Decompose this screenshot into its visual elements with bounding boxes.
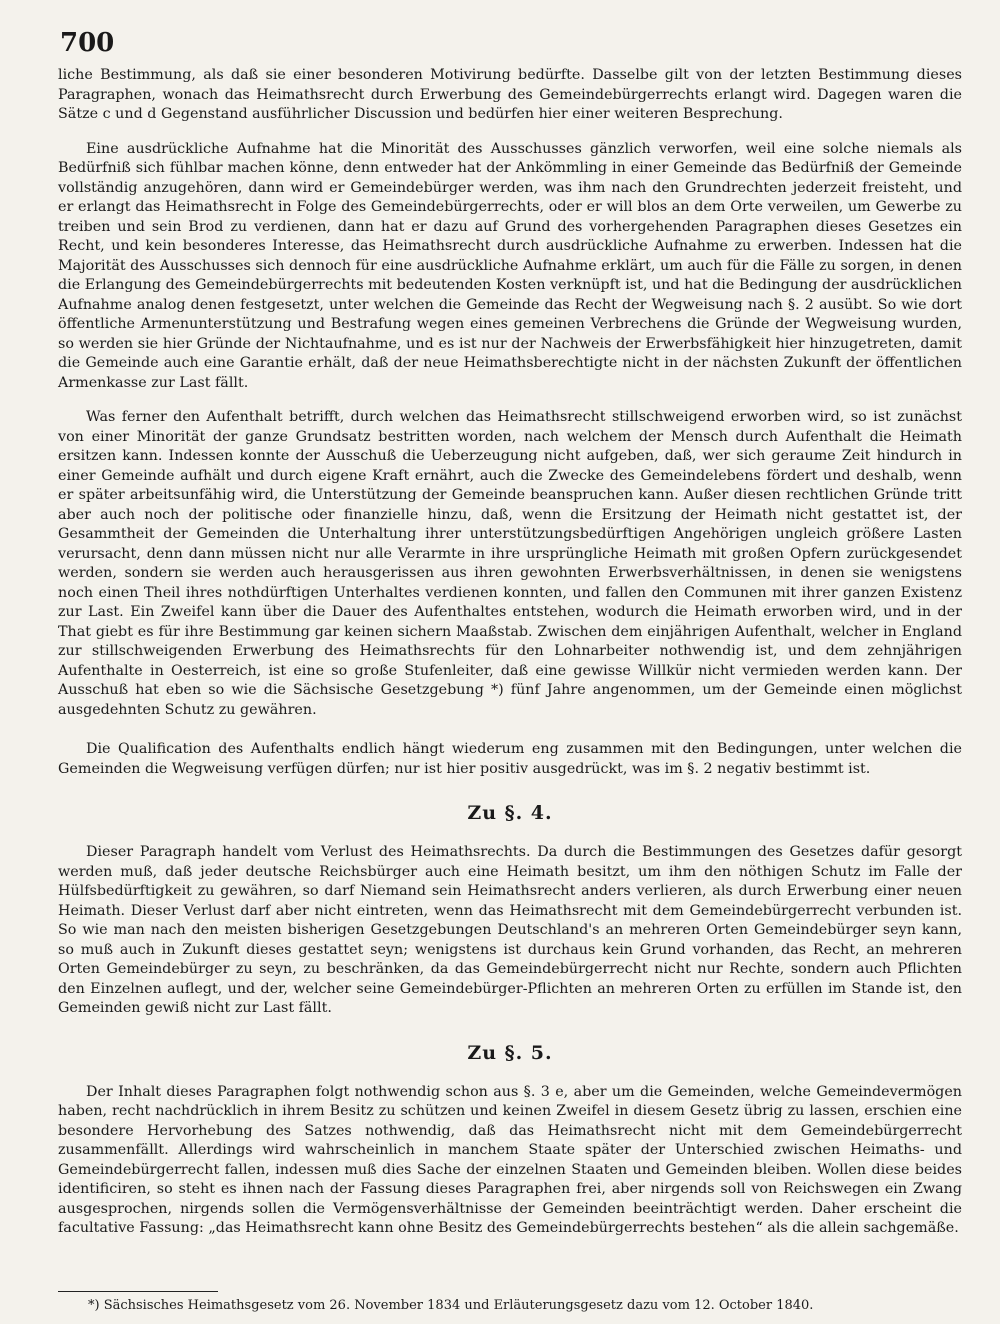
paragraph-intro-3: Was ferner den Aufenthalt betrifft, durch welchen das Heimathsrecht stillschweigend erworben wird, so ist zunächst von einer Minorität der ganze Grundsatz bestritten worden, nach welchem der Mensch durch Aufenthalt die Heimath ersitzen kann. Indessen konnte der Ausschuß die Ueberzeugung nicht aufgeben, daß, wer sich geraume Zeit hindurch in einer Gemeinde aufhält und durch eigene Kraft ernährt, auch die Zwecke des Gemeindelebens fördert und deshalb, wenn er später arbeitsunfähig wird, die Unterstützung der Gemeinde beanspruchen kann. Außer diesen rechtlichen Gründe tritt aber auch noch der politische oder finanzielle hinzu, daß, wenn die Ersitzung der Heimath nicht gestattet ist, der Gesammtheit der Gemeinden die Unterhaltung ihrer unterstützungsbedürftigen Angehörigen ungleich größere Lasten verursacht, denn dann müssen nicht nur alle Verarmte in ihre ursprüngliche Heimath mit großen Opfern zurückgesendet werden, sondern sie werden auch herausgerissen aus ihren gewohnten Erwerbsverhältnissen, in denen sie wenigstens noch einen Theil ihres nothdürftigen Unterhaltes verdienen konnten, und fallen den Communen mit ihrer ganzen Existenz zur Last. Ein Zweifel kann über die Dauer des Aufenthaltes entstehen, wodurch die Heimath erworben wird, und in der That giebt es für ihre Bestimmung gar keinen sichern Maaßstab. Zwischen dem einjährigen Aufenthalt, welcher in England zur stillschweigenden Erwerbung des Heimathsrechts für den Lohnarbeiter nothwendig ist, und dem zehnjährigen Aufenthalte in Oesterreich, ist eine so große Stufenleiter, daß eine gewisse Willkür nicht vermieden werden kann. Der Ausschuß hat eben so wie die Sächsische Gesetzgebung *) fünf Jahre angenommen, um der Gemeinde einen möglichst ausgedehnten Schutz zu gewähren. bbox=[58, 409, 962, 718]
footnote: *) Sächsisches Heimathsgesetz vom 26. November 1834 und Erläuterungsgesetz dazu vom 12. October 1840. bbox=[88, 1298, 814, 1313]
section-5-text: Der Inhalt dieses Paragraphen folgt nothwendig schon aus §. 3 e, aber um die Gemeinden, welche Gemeindevermögen haben, recht nachdrücklich in ihrem Besitz zu schützen und keinen Zweifel in diesem Gesetz übrig zu lassen, erschien eine besondere Hervorhebung des Satzes nothwendig, daß das Heimathsrecht nicht mit dem Gemeindebürgerrecht zusammenfällt. Allerdings wird wahrscheinlich in manchem Staate später der Unterschied zwischen Heimaths- und Gemeindebürgerrecht fallen, indessen muß dies Sache der einzelnen Staaten und Gemeinden bleiben. Wollen diese beides identificiren, so steht es ihnen nach der Fassung dieses Paragraphen frei, aber nirgends soll von Reichswegen ein Zwang ausgesprochen, nirgends sollen die Vermögensverhältnisse der Gemeinden beeinträchtigt werden. Daher erscheint die facultative Fassung: „das Heimathsrecht kann ohne Besitz des Gemeindebürgerrechts bestehen“ als die allein sachgemäße. bbox=[58, 1083, 962, 1236]
paragraph-intro-2: Eine ausdrückliche Aufnahme hat die Minorität des Ausschusses gänzlich verworfen, weil eine solche niemals als Bedürfniß sich fühlbar machen könne, denn entweder hat der Ankömmling in einer Gemeinde das Bedürfniß der Gemeinde vollständig anzugehören, dann wird er Gemeindebürger werden, was ihm nach den Grundrechten jederzeit freisteht, und er erlangt das Heimathsrecht in Folge des Gemeindebürgerrechts, oder er will blos an dem Orte verweilen, um Gewerbe zu treiben und sein Brod zu verdienen, dann hat er dazu auf Grund des vorhergehenden Paragraphen dieses Gesetzes ein Recht, und kein besonderes Interesse, das Heimathsrecht durch ausdrückliche Aufnahme zu erwerben. Indessen hat die Majorität des Ausschusses sich dennoch für eine ausdrückliche Aufnahme erklärt, um auch für die Fälle zu sorgen, in denen die Erlangung des Gemeindebürgerrechts mit bedeutenden Kosten verknüpft ist, und hat die Bedingung der ausdrücklichen Aufnahme analog denen festgesetzt, unter welchen die Gemeinde das Recht der Wegweisung nach §. 2 ausübt. So wie dort öffentliche Armenunterstützung und Bestrafung wegen eines gemeinen Verbrechens die Gründe der Wegweisung wurden, so werden sie hier Gründe der Nichtaufnahme, und es ist nur der Nachweis der Erwerbsfähigkeit hier hinzugetreten, damit die Gemeinde auch eine Garantie erhält, daß der neue Heimathsberechtigte nicht in der nächsten Zukunft der öffentlichen Armenkasse zur Last fällt. bbox=[58, 140, 962, 391]
page-number: 700 bbox=[60, 28, 115, 58]
paragraph-intro-1: liche Bestimmung, als daß sie einer besonderen Motivirung bedürfte. Dasselbe gilt von der letzten Bestimmung dieses Paragraphen, wonach das Heimathsrecht durch Erwerbung des Gemeindebürgerrechts erlangt wird. Dagegen waren die Sätze c und d Gegenstand ausführlicher Discussion und bedürfen hier einer weiteren Besprechung. bbox=[58, 67, 962, 122]
footnote-divider bbox=[58, 1291, 218, 1292]
section-heading-4: Zu §. 4. bbox=[467, 802, 553, 824]
section-heading-5: Zu §. 5. bbox=[467, 1041, 553, 1064]
paragraph-intro-4: Die Qualification des Aufenthalts endlich hängt wiederum eng zusammen mit den Bedingungen, unter welchen die Gemeinden die Wegweisung verfügen dürfen; nur ist hier positiv ausgedrückt, was im §. 2 negativ bestimmt ist. bbox=[58, 741, 962, 777]
section-4-text: Dieser Paragraph handelt vom Verlust des Heimathsrechts. Da durch die Bestimmungen des Gesetzes dafür gesorgt werden muß, daß jeder deutsche Reichsbürger auch eine Heimath besitzt, um ihm den nöthigen Schutz im Falle der Hülfsbedürftigkeit zu gewähren, so darf Niemand sein Heimathsrecht anders verlieren, als durch Erwerbung einer neuen Heimath. Dieser Verlust darf aber nicht eintreten, wenn das Heimathsrecht mit dem Gemeindebürgerrecht verbunden ist. So wie man nach den meisten bisherigen Gesetzgebungen Deutschland's an mehreren Orten Gemeindebürger seyn kann, so muß auch in Zukunft dieses gestattet seyn; wenigstens ist durchaus kein Grund vorhanden, das Recht, an mehreren Orten Gemeindebürger zu seyn, zu beschränken, da das Gemeindebürgerrecht nicht nur Rechte, sondern auch Pflichten den Einzelnen auflegt, und der, welcher seine Gemeindebürger-Pflichten an mehreren Orten zu erfüllen im Stande ist, den Gemeinden gewiß nicht zur Last fällt. bbox=[58, 844, 962, 1016]
